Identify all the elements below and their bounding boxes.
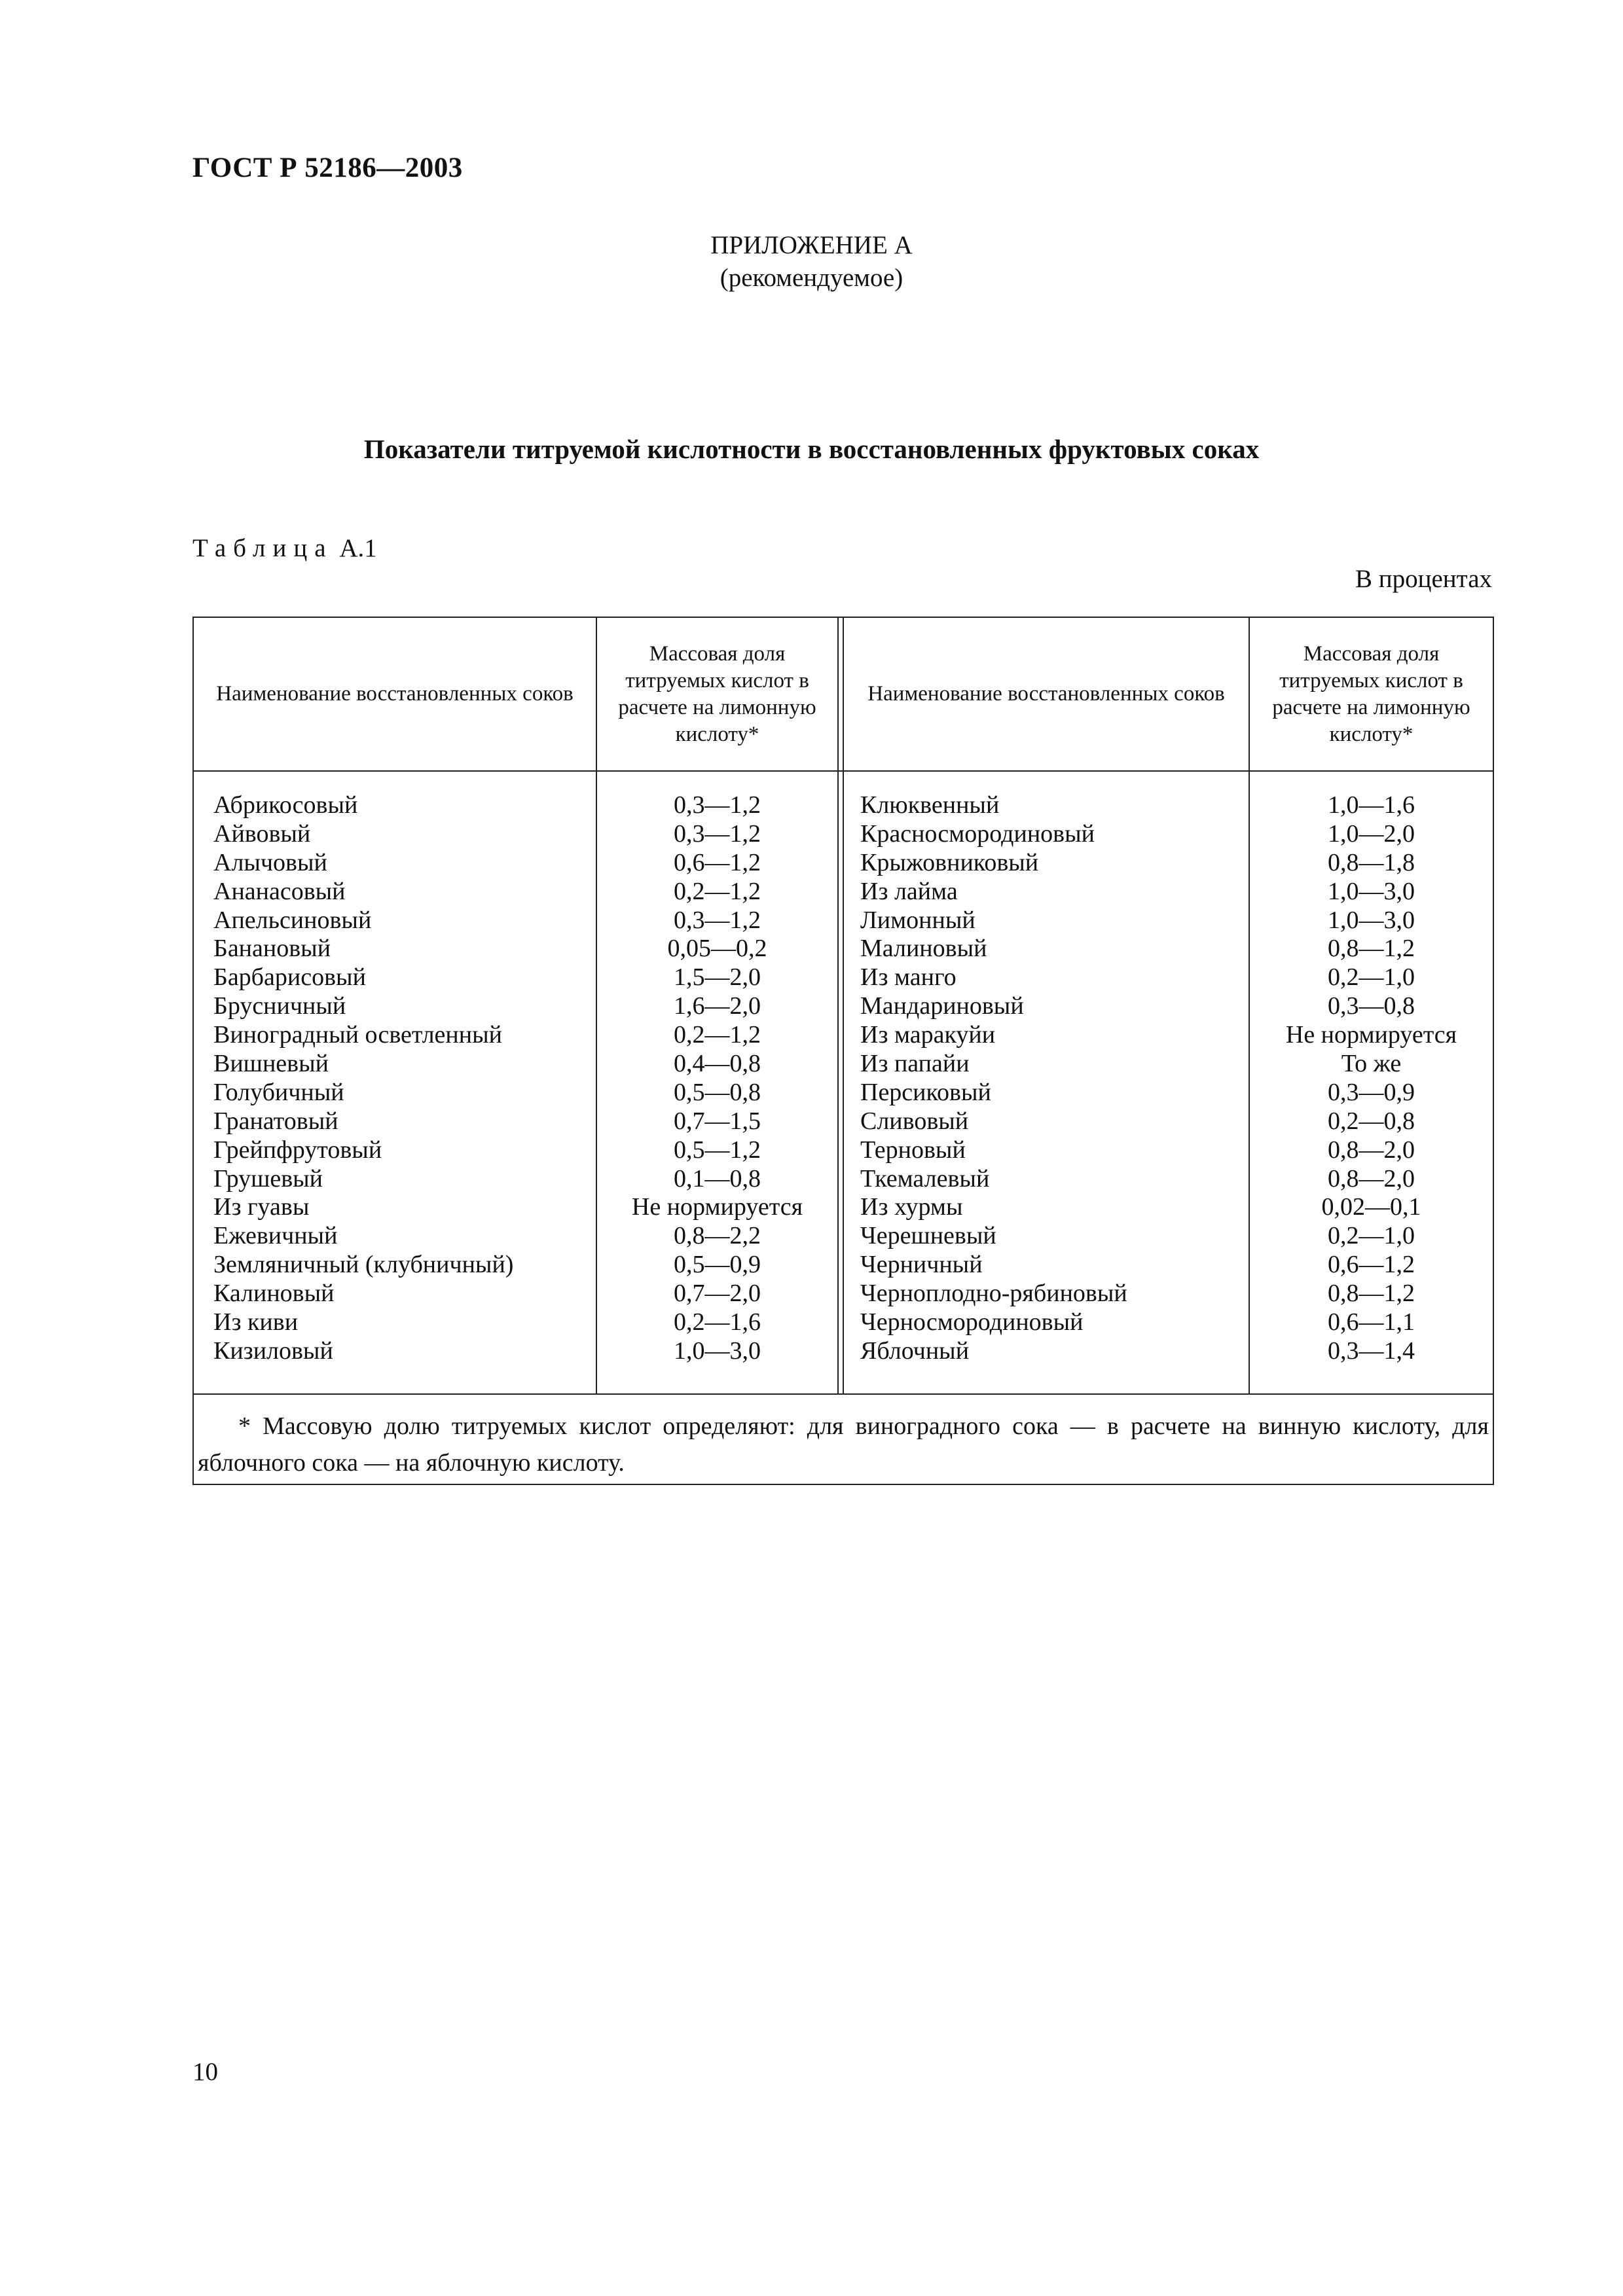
table-cell-name: Из гуавы (213, 1193, 310, 1221)
footnote-divider (194, 1393, 1493, 1395)
table-cell-name: Мандариновый (860, 992, 1024, 1020)
table-cell-value: 0,3—1,2 (674, 819, 761, 848)
table-cell-name: Барбарисовый (213, 963, 366, 992)
table-cell-value: 0,5—1,2 (674, 1136, 761, 1164)
table-cell-value: 0,02—0,1 (1321, 1193, 1421, 1221)
table-cell-value: 0,2—1,2 (674, 877, 761, 905)
table-cell-name: Персиковый (860, 1078, 991, 1106)
table-cell-name: Черноплодно-рябиновый (860, 1280, 1127, 1308)
table-cell-value: 0,4—0,8 (674, 1050, 761, 1078)
table-cell-name: Земляничный (клубничный) (213, 1251, 514, 1279)
table-cell-name: Клюквенный (860, 791, 1000, 819)
table-cell-value: 0,2—1,0 (1328, 963, 1415, 992)
table-cell-name: Ежевичный (213, 1222, 338, 1250)
header-divider (194, 770, 1493, 772)
table-cell-value: 0,3—0,8 (1328, 992, 1415, 1020)
table-cell-value: 0,6—1,2 (674, 848, 761, 876)
table-cell-value: 0,3—1,2 (674, 906, 761, 934)
table-cell-value: 0,6—1,1 (1328, 1308, 1415, 1336)
table-cell-value: 0,8—1,2 (1328, 1280, 1415, 1308)
table-cell-value: 0,7—1,5 (674, 1107, 761, 1135)
table-cell-name: Брусничный (213, 992, 346, 1020)
appendix-heading (0, 229, 1623, 295)
table-units: В процентах (1355, 565, 1492, 593)
table-cell-name: Виноградный осветленный (213, 1021, 502, 1049)
table-cell-value: 0,8—2,0 (1328, 1164, 1415, 1193)
table-cell-value: 0,5—0,8 (674, 1078, 761, 1106)
table-cell-name: Вишневый (213, 1050, 329, 1078)
table-cell-value: 1,0—3,0 (674, 1336, 761, 1365)
table-cell-name: Банановый (213, 935, 331, 963)
table-label-number: А.1 (339, 534, 377, 562)
right-values-column (1250, 791, 1493, 1366)
table-cell-value: 0,3—1,4 (1328, 1336, 1415, 1365)
table-cell-value: 0,6—1,2 (1328, 1251, 1415, 1279)
table-cell-name: Ткемалевый (860, 1164, 990, 1193)
table-cell-name: Гранатовый (213, 1107, 338, 1135)
table-cell-value: 0,2—1,6 (674, 1308, 761, 1336)
page-number: 10 (192, 2058, 218, 2086)
right-names-column (860, 791, 1127, 1366)
table-cell-name: Лимонный (860, 906, 976, 934)
table-cell-name: Калиновый (213, 1280, 335, 1308)
table-cell-name: Черешневый (860, 1222, 996, 1250)
table-cell-name: Грушевый (213, 1164, 323, 1193)
table-cell-value: 0,5—0,9 (674, 1251, 761, 1279)
table-cell-name: Кизиловый (213, 1336, 333, 1365)
header-value-right: Массовая доля титруемых кислот в расчете на лимонную кислоту* (1272, 641, 1470, 746)
header-value-left: Массовая доля титруемых кислот в расчете на лимонную кислоту* (618, 641, 816, 746)
table-cell-name: Терновый (860, 1136, 966, 1164)
table-cell-value: 0,3—0,9 (1328, 1078, 1415, 1106)
table-cell-name: Голубичный (213, 1078, 344, 1106)
table-cell-name: Ананасовый (213, 877, 346, 905)
acidity-table (192, 617, 1494, 1485)
table-cell-value: 0,2—1,0 (1328, 1222, 1415, 1250)
document-code: ГОСТ Р 52186—2003 (192, 152, 463, 183)
table-cell-value: 1,6—2,0 (674, 992, 761, 1020)
table-cell-name: Черничный (860, 1251, 983, 1279)
table-footnote: * Массовую долю титруемых кислот определяют: для виноградного сока — в расчете на винную кислоту, для яблочного сока — на яблочную кислоту. (198, 1412, 1489, 1477)
table-cell-value: 0,8—2,2 (674, 1222, 761, 1250)
table-cell-name: Яблочный (860, 1336, 970, 1365)
appendix-type: (рекомендуемое) (720, 264, 903, 292)
table-cell-value: 1,0—1,6 (1328, 791, 1415, 819)
table-cell-name: Из манго (860, 963, 957, 992)
table-cell-name: Алычовый (213, 848, 327, 876)
page-title: Показатели титруемой кислотности в восстановленных фруктовых соках (363, 434, 1260, 464)
left-values-column (597, 791, 837, 1366)
table-cell-value: 0,2—0,8 (1328, 1107, 1415, 1135)
column-divider (837, 618, 839, 1393)
table-cell-value: 0,2—1,2 (674, 1021, 761, 1049)
table-cell-name: Крыжовниковый (860, 848, 1039, 876)
table-cell-name: Из хурмы (860, 1193, 963, 1221)
table-cell-value: 1,5—2,0 (674, 963, 761, 992)
table-cell-name: Апельсиновый (213, 906, 372, 934)
table-cell-name: Черносмородиновый (860, 1308, 1084, 1336)
header-name-right: Наименование восстановленных соков (867, 682, 1225, 706)
table-cell-value: То же (1341, 1050, 1402, 1078)
table-cell-name: Красносмородиновый (860, 819, 1095, 848)
left-names-column (213, 791, 513, 1366)
table-cell-name: Малиновый (860, 935, 987, 963)
table-cell-name: Айвовый (213, 819, 311, 848)
table-cell-value: 0,8—2,0 (1328, 1136, 1415, 1164)
table-cell-value: 1,0—2,0 (1328, 819, 1415, 848)
appendix-label: ПРИЛОЖЕНИЕ А (710, 231, 913, 259)
table-cell-value: 0,05—0,2 (667, 935, 767, 963)
table-cell-name: Из лайма (860, 877, 958, 905)
table-cell-value: 1,0—3,0 (1328, 877, 1415, 905)
table-label (192, 533, 377, 563)
table-cell-value: Не нормируется (631, 1193, 803, 1221)
table-cell-name: Из папайи (860, 1050, 970, 1078)
table-cell-value: 1,0—3,0 (1328, 906, 1415, 934)
table-cell-value: 0,8—1,8 (1328, 848, 1415, 876)
table-cell-value: 0,1—0,8 (674, 1164, 761, 1193)
table-cell-name: Грейпфрутовый (213, 1136, 382, 1164)
table-cell-name: Абрикосовый (213, 791, 358, 819)
table-cell-name: Сливовый (860, 1107, 969, 1135)
table-label-word: Таблица (192, 534, 333, 562)
table-cell-name: Из маракуйи (860, 1021, 996, 1049)
table-cell-name: Из киви (213, 1308, 299, 1336)
table-cell-value: 0,8—1,2 (1328, 935, 1415, 963)
table-cell-value: Не нормируется (1285, 1021, 1457, 1049)
table-cell-value: 0,7—2,0 (674, 1280, 761, 1308)
header-name-left: Наименование восстановленных соков (216, 682, 574, 706)
table-cell-value: 0,3—1,2 (674, 791, 761, 819)
